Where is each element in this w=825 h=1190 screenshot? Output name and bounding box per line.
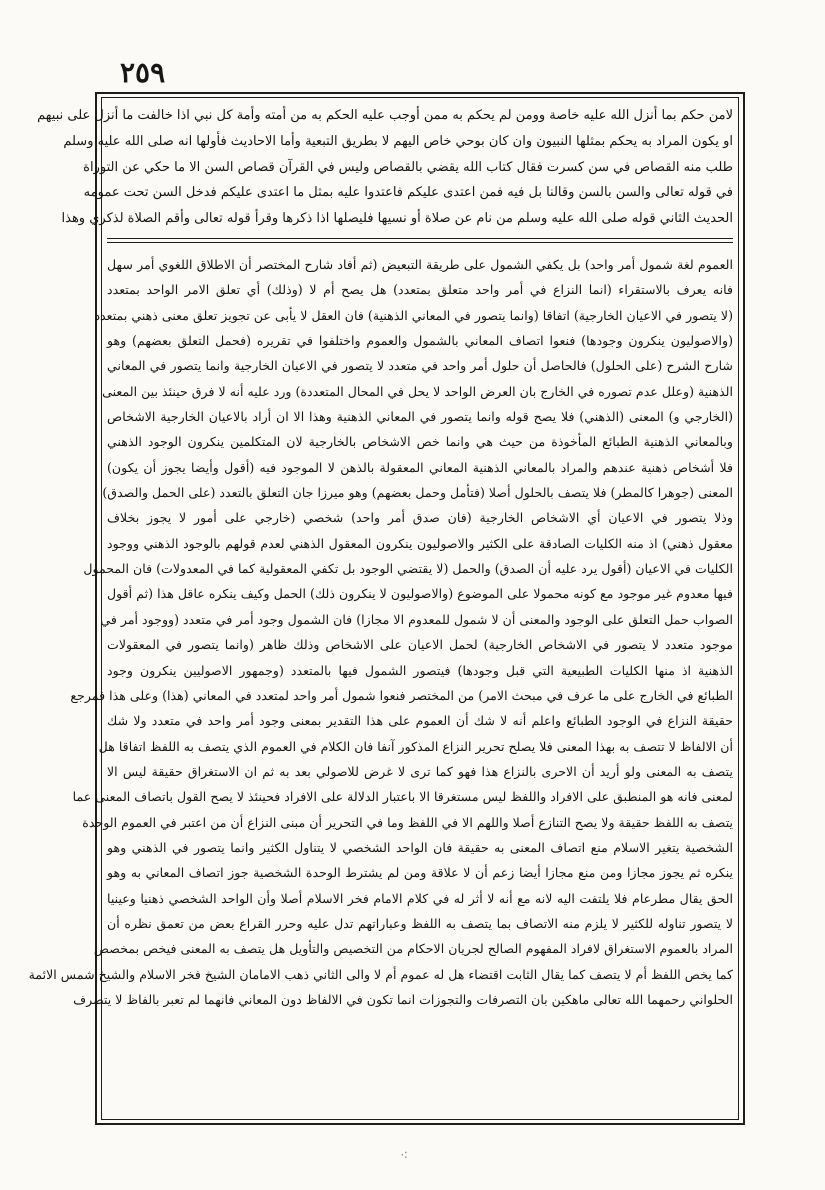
text-line: في قوله تعالى والسن بالسن وقالنا بل فيه فمن اعتدى عليكم فاعتدوا عليه بمثل ما اعتدى عليكم فدخل السن تحت عمومه [83, 185, 733, 201]
section-divider-bottom [107, 242, 733, 243]
text-line: فانه يعرف بالاستقراء (انما النزاع في أمر واحد متعلق بمتعدد) هل يصح أم لا (وذلك) أي تعلق الامر الواحد بمتعدد [107, 282, 733, 298]
page-number: ٢٥٩ [120, 56, 166, 89]
text-line: لمعنى فانه هو المنطبق على الافراد واللفظ ليس مستغرقا الا باعتبار الدلالة على الافراد فحينئذ لا يصح القول باتصاف المعنى عما [72, 789, 733, 805]
text-line: لامن حكم بما أنزل الله عليه خاصة وومن لم يحكم به ممن أوجب عليه الحكم به من أمته وأمة كل نبي اذا خالفت ما أنزل على نبيهم [37, 108, 733, 123]
text-line: المراد بالعموم الاستغراق لافراد المفهوم الصالح لجريان الاحكام من التخصيص والتأويل هل يتصف به المعنى فيخص بمخصص [93, 941, 733, 957]
text-line: لا يتصور تناوله للكثير لا يلزم منه الاتصاف بما يتصف به اللفظ وعباراتهم تدل عليه وحرر القراع بعض من تعمق نظره أن [107, 915, 733, 931]
text-line: طلب منه القصاص في سن كسرت فقال كتاب الله يقضي بالقصاص وليس في القرآن قصاص السن الا ما حكي عن التوراة [83, 159, 733, 175]
text-line: يتصف به المعنى ولو أريد أن الاحرى بالنزاع هذا فهو كما ترى لا غرض للاصولي بعد به ثم ان الاستغراق حقيقة ليس الا [107, 763, 733, 779]
text-line: الطبائع في الخارج على ما عرف في مبحث الامر) من المختصر فنعوا شمول أمر واحد لمتعدد في المعاني (هذا) وعلى هذا فمرجع [70, 687, 733, 703]
text-line: كما يخص اللفظ أم لا يتصف كما يقال الثابت اقتضاء هل له عموم أم لا والى الثاني ذهب الامامان الشيخ فخر الاسلام والشيخ شمس الائمة [28, 966, 733, 982]
text-line: الحلواني رحمهما الله تعالى ماهكين بان التصرفات والتجوزات انما تكون في الالفاظ دون المعاني فانهما لم تعبر بالفاظ لا يتصرف [73, 991, 733, 1007]
text-line: وذلا يتصور في الاعيان أي الاشخاص الخارجية (فان صدق أمر واحد) شخصي (خارجي على أمور لا يجوز بخلاف [107, 510, 733, 526]
lower-text-block [28, 252, 733, 1114]
page-mark: ⁖ [400, 1148, 409, 1164]
section-divider-top [107, 238, 733, 239]
text-line: (والاصوليون ينكرون وجودها) فنعوا اتصاف المعاني بالشمول والعموم واختلفوا في تقريره (فحمل التعلق بعضهم) وهو [107, 333, 733, 349]
text-line: (الخارجي و) المعنى (الذهني) فلا يصح قوله وانما يتصور في المعاني الذهنية وهذا الا ان أراد بالاعيان الخارجية الاشخاص [107, 409, 733, 425]
text-line: فلا أشخاص ذهنية عندهم والمراد بالمعاني الذهنية المعاني المعقولة بالذهن لا الموجود فيه (أقول وأيضا يجوز أن يكون) [107, 459, 733, 475]
text-line: حقيقة النزاع في الوجود الطبائع واعلم أنه لا شك أن العموم على هذا التقدير بمعنى وجود أمر واحد في متعدد ولا شك [107, 713, 733, 729]
text-line: الذهنية (وعلل عدم تصوره في الخارج بان العرض الواحد لا يحل في المحال المتعددة) ورد عليه أنه لا فرق حينئذ بين المعنى [102, 383, 733, 399]
text-line: شارح الشرح (على الحلول) فالحاصل أن حلول أمر واحد في متعدد لا يتصور في الاعيان الخارجية وانما يتصور في المعاني [107, 358, 733, 374]
text-line: (لا يتصور في الاعيان الخارجية) اتفاقا (وانما يتصور في المعاني الذهنية) فان العقل لا يأبى عن تجويز تعلق معنى ذهني بمتعدد [94, 307, 733, 323]
text-line: موجود متعدد لا يتصور في الاشخاص الخارجية) لحمل الاعيان على الاشخاص وذلك ظاهر (وانما يتصور في المعقولات [107, 637, 733, 653]
text-line: ينكره ثم يجوز مجازا ومن منع مجازا أيضا زعم أن لا علاقة ومن لم يشترط الوحدة الشخصية جوز اتصاف المعاني به وهو [107, 865, 733, 881]
text-line: الحق يقال مطرعام فلا يلتفت اليه لانه مع أنه لا أثر له في كلام الامام فخر الاسلام أصلا وأن الواحد الشخصي ذهنيا وعينيا [107, 890, 733, 906]
text-line: الصواب حمل التعلق على الوجود والمعنى أن لا شمول للمعدوم الا مجازا) فان الشمول وجود أمر في متعدد (ووجود أمر في [100, 611, 733, 627]
text-line: وبالمعاني الذهنية الطبائع المأخوذة من حيث هي وانما خص الاشخاص بالخارجية لان المتكلمين ينكرون الوجود الذهني [107, 434, 733, 450]
text-line: العموم لغة شمول أمر واحد) بل يكفي الشمول على طريقة التبعيض (ثم أفاد شارح المختصر أن الاطلاق اللغوي أمر سهل [107, 257, 733, 272]
text-line: الحديث الثاني قوله صلى الله عليه وسلم من نام عن صلاة أو نسيها فليصلها اذا ذكرها وقرأ قوله تعالى وأقم الصلاة لذكري وهذا [61, 211, 733, 227]
text-line: المعنى (جوهرا كالمطر) فلا يتصف بالحلول أصلا (فتأمل وحمل بعضهم) وهو ميرزا جان التعلق بالتعدد (على الحمل والصدق) [102, 485, 733, 501]
text-line: او يكون المراد به يحكم بمثلها النبيون وان كان بوحي خاص اليهم لا بطريق التبعية وأما الاحاديث فأولها انه صلى الله عليه وسلم [63, 133, 733, 149]
text-line: الكليات في الاعيان (أقول يرد عليه أن الصدق) والحمل (لا يقتضي الوجود بل تكفي المعقولية كما في المعدولات) فان المحمول [83, 561, 733, 577]
text-line: فيها معدوم غير موجود مع كونه محمولا على الموضوع (والاصوليون لا ينكرون ذلك) الحمل وكيف ينكره عاقل هذا (ثم أقول [107, 586, 733, 602]
upper-text-block [37, 103, 733, 232]
text-line: الشخصية يتغير الاسلام منع اتصاف المعنى به حقيقة فان الواحد الشخصي لا يتناول الكثير وانما يتصور في الذهني وهو [107, 839, 733, 855]
text-line: الذهنية اذ منها الكليات الطبيعية التي قبل وجودها) فيتصور الشمول فيها بالمتعدد (وجمهور الاصوليين ينكرون وجود [107, 662, 733, 678]
text-line: معقول ذهني) اذ منه الكليات الصادقة على الكثير والاصوليون ينكرون المعقول الذهني لعدم قولهم بالوجود الذهني ووجود [107, 535, 733, 551]
text-line: أن الالفاظ لا تتصف به بهذا المعنى فلا يصلح تحرير النزاع المذكور آنفا فان الكلام في العموم الذي يتصف به اللفظ اتفاقا هل [98, 738, 733, 754]
text-line: يتصف به اللفظ حقيقة ولا يصح التنازع أصلا واللهم الا في اللفظ وما في التحرير أن مبنى النزاع أن من اعتبر في العموم الوحدة [82, 814, 733, 830]
